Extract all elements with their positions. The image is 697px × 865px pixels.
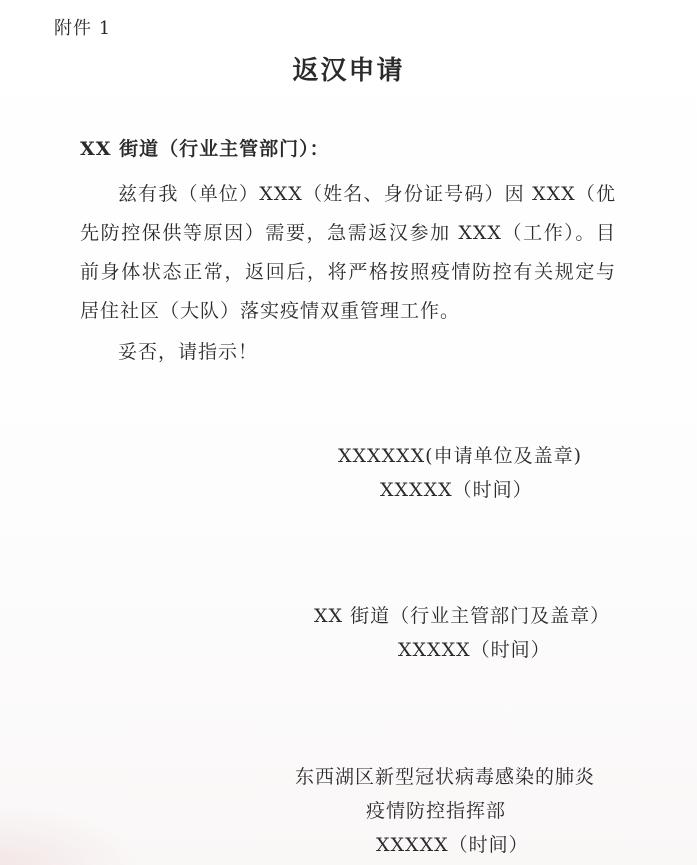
hq-org-signature-line2: 疫情防控指挥部 — [366, 800, 507, 822]
street-org-signature: XX 街道（行业主管部门及盖章） — [314, 605, 611, 627]
paper-shading — [0, 805, 140, 865]
street-date: XXXXX（时间） — [398, 639, 551, 661]
letter-body: 兹有我（单位）XXX（姓名、身份证号码）因 XXX（优先防控保供等原因）需要，急需返汉参加 XXX（工作）。目前身体状态正常，返回后，将严格按照疫情防控有关规定与居住社区（大队）落实疫情双重管理工作。 — [80, 183, 616, 322]
hq-date: XXXXX（时间） — [376, 834, 529, 856]
document-title: 返汉申请 — [292, 56, 405, 86]
hq-org-signature-line1: 东西湖区新型冠状病毒感染的肺炎 — [295, 766, 596, 788]
letter-salutation: XX 街道（行业主管部门）： — [80, 138, 330, 160]
letter-closing: 妥否，请指示！ — [118, 341, 259, 363]
applicant-date: XXXXX（时间） — [380, 479, 533, 501]
applicant-org-signature: XXXXXX(申请单位及盖章) — [338, 445, 582, 467]
attachment-label: 附件 1 — [54, 18, 112, 39]
